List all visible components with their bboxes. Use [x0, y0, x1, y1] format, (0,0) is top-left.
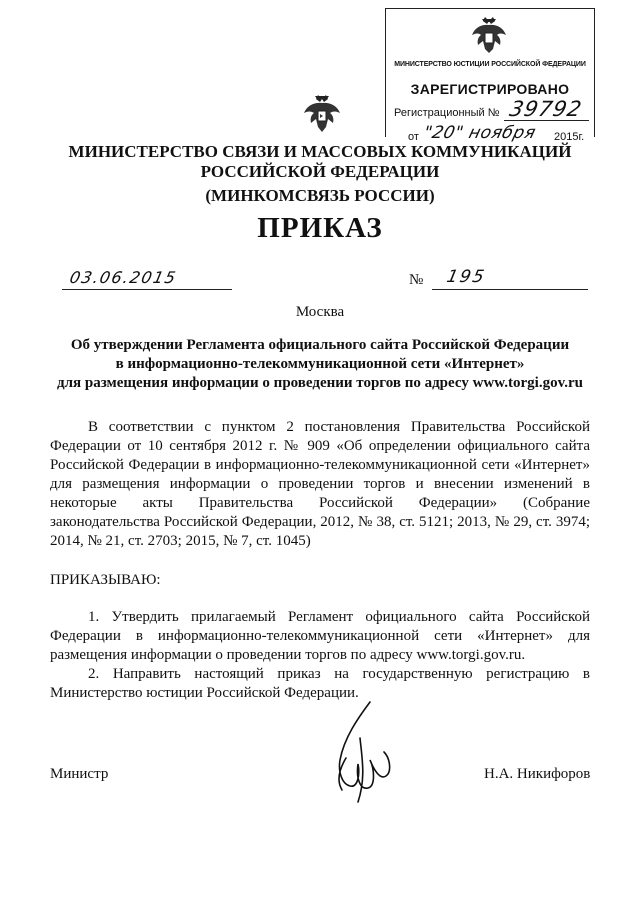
date-underline [62, 289, 232, 290]
number-underline [432, 289, 588, 290]
order-item-2: 2. Направить настоящий приказ на государственную регистрацию в Министерство юстиции Российской Федерации. [50, 666, 590, 701]
order-word: ПРИКАЗЫВАЮ: [50, 572, 161, 588]
order-subject [50, 336, 590, 393]
handwritten-signature-icon [300, 698, 410, 810]
ministry-short-name: (МИНКОМСВЯЗЬ РОССИИ) [205, 186, 435, 205]
order-number: 195 [444, 267, 488, 287]
order-date: 03.06.2015 [67, 268, 179, 287]
registration-stamp [385, 8, 595, 143]
ministry-name-line2: РОССИЙСКОЙ ФЕДЕРАЦИИ [200, 162, 440, 181]
document-title: ПРИКАЗ [257, 212, 383, 244]
eagle-emblem-icon [469, 15, 509, 57]
stamp-date-prefix: от [408, 131, 419, 143]
number-sign: № [409, 272, 424, 288]
signatory-name: Н.А. Никифоров [484, 766, 591, 782]
subject-line1: Об утверждении Регламента официального сайта Российской Федерации [70, 337, 570, 353]
eagle-emblem-icon [301, 92, 343, 136]
preamble-paragraph: В соответствии с пунктом 2 постановления Правительства Российской Федерации от 10 сентября 2012 г. № 909 «Об определении официального сайта Российской Федерации в информационно-телекоммуникационной сети «Интернет» для размещения информации о проведении торгов и внесении изменений в некоторые акты Правительства Российской Федерации» (Собрание законодательства Российской Федерации, 2012, № 38, ст. 5121; 2013, № 29, ст. 3974; 2014, № 21, ст. 2703; 2015, № 7, ст. 1045) [50, 419, 590, 549]
ministry-name-line1: МИНИСТЕРСТВО СВЯЗИ И МАССОВЫХ КОММУНИКАЦИЙ [68, 142, 572, 161]
stamp-reg-number: 39792 [507, 97, 585, 121]
subject-line2: в информационно-телекоммуникационной сети «Интернет» [115, 356, 525, 372]
order-item-1: 1. Утвердить прилагаемый Регламент официального сайта Российской Федерации в информационно-телекоммуникационной сети «Интернет» для размещения информации о проведении торгов по адресу www.torgi.gov.ru. [50, 609, 590, 663]
city: Москва [295, 304, 345, 320]
stamp-reg-label: Регистрационный № [394, 107, 500, 119]
stamp-year: 2015г. [554, 131, 585, 143]
stamp-registered: ЗАРЕГИСТРИРОВАНО [410, 81, 570, 97]
signatory-role: Министр [50, 766, 109, 782]
stamp-ministry: МИНИСТЕРСТВО ЮСТИЦИИ РОССИЙСКОЙ ФЕДЕРАЦИИ [394, 61, 586, 68]
stamp-date-handwritten: "20" ноября [421, 123, 538, 143]
subject-line3: для размещения информации о проведении торгов по адресу www.torgi.gov.ru [56, 375, 583, 391]
stamp-reg-underline [504, 120, 589, 121]
